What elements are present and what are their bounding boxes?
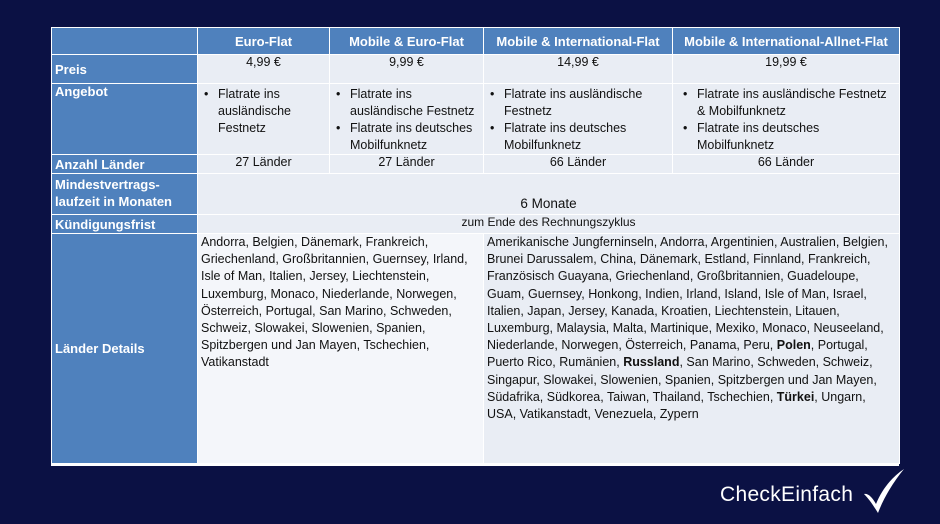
country-list-text: , Ungarn, USA, Vatikanstadt, Venezuela, Zypern (487, 389, 866, 422)
country-list-text: Amerikanische Jungferninseln, Andorra, Argentinien, Australien, Belgien, Brunei Darussalem, China, Dänemark, Estland, Finnland, Frankreich, Französisch Guayana, Griechenland, Großbritannien, Guadeloupe, Guam, Guernsey, Honkong, Indien, Irland, Island, Isle of Man, Israel, Italien, Japan, Jersey, Kanada, Kroatien, Liechtenstein, Litauen, Luxemburg, Malaysia, Malta, Martinique, Mexiko, Monaco, Neuseeland, Niederlande, Norwegen, Österreich, Panama, Peru, (487, 235, 888, 353)
country-details-euro: Andorra, Belgien, Dänemark, Frankreich, Griechenland, Großbritannien, Guernsey, Irland, Isle of Man, Italien, Jersey, Liechtenstein, Luxemburg, Monaco, Niederlande, Norwegen, Österreich, Portugal, San Marino, Schweden, Schweiz, Slowakei, Slowenien, Spanien, Spitzbergen und Jan Mayen, Tschechien, Vatikanstadt (198, 234, 484, 464)
row-anzahl-laender (52, 155, 900, 174)
offer-item: • Flatrate ins deutsches Mobilfunknetz (333, 120, 480, 154)
min-term-cell: 6 Monate (198, 174, 900, 215)
offer-item: • Flatrate ins deutsches Mobilfunknetz (487, 120, 669, 154)
offer-list (676, 86, 896, 154)
country-list-text: , Portugal, Puerto Rico, Rumänien, (487, 338, 868, 370)
price-cell: 14,99 € (484, 55, 673, 84)
country-highlight: Polen (776, 338, 811, 353)
offer-list (487, 86, 669, 154)
column-header-mobile-international-flat: Mobile & International-Flat (484, 28, 673, 55)
row-label-laender-details: Länder Details (52, 234, 198, 464)
offer-item: • Flatrate ins ausländische Festnetz (333, 86, 480, 120)
checkmark-icon (862, 467, 906, 515)
row-laender-details (52, 234, 900, 464)
offer-list (333, 86, 480, 154)
brand-name: CheckEinfach (720, 483, 854, 506)
row-label-angebot: Angebot (52, 84, 198, 155)
row-label-mindestvertragslaufzeit: Mindestvertrags-laufzeit in Monaten (52, 174, 198, 215)
offer-item: • Flatrate ins ausländische Festnetz (201, 86, 326, 137)
row-angebot (52, 84, 900, 155)
country-highlight: Russland (623, 355, 680, 370)
column-header-euro-flat: Euro-Flat (198, 28, 330, 55)
offer-cell (673, 84, 900, 155)
country-count-cell: 66 Länder (673, 155, 900, 174)
header-row (52, 28, 900, 55)
offer-cell (198, 84, 330, 155)
country-details-international (484, 234, 900, 464)
country-count-cell: 27 Länder (330, 155, 484, 174)
notice-period-cell: zum Ende des Rechnungszyklus (198, 215, 900, 234)
column-header-mobile-euro-flat: Mobile & Euro-Flat (330, 28, 484, 55)
row-label-anzahl-laender: Anzahl Länder (52, 155, 198, 174)
price-cell: 9,99 € (330, 55, 484, 84)
row-kuendigungsfrist (52, 215, 900, 234)
offer-cell (330, 84, 484, 155)
country-count-cell: 66 Länder (484, 155, 673, 174)
country-highlight: Türkei (776, 389, 815, 404)
tariff-comparison-table (51, 27, 900, 464)
row-label-preis: Preis (52, 55, 198, 84)
header-corner (52, 28, 198, 55)
offer-item: • Flatrate ins ausländische Festnetz (487, 86, 669, 120)
row-label-kuendigungsfrist: Kündigungsfrist (52, 215, 198, 234)
offer-item: • Flatrate ins deutsches Mobilfunknetz (680, 120, 896, 154)
price-cell: 4,99 € (198, 55, 330, 84)
offer-cell (484, 84, 673, 155)
row-mindestvertragslaufzeit (52, 174, 900, 215)
country-list-text: , San Marino, Schweden, Schweiz, Singapur, Slowakei, Slowenien, Spanien, Spitzbergen und Jan Mayen, Südafrika, Südkorea, Taiwan, Thailand, Tschechien, (487, 355, 877, 404)
offer-list (201, 86, 326, 137)
price-cell: 19,99 € (673, 55, 900, 84)
column-header-mobile-international-allnet-flat: Mobile & International-Allnet-Flat (673, 28, 900, 55)
offer-item: • Flatrate ins ausländische Festnetz & Mobilfunknetz (680, 86, 896, 120)
country-count-cell: 27 Länder (198, 155, 330, 174)
row-preis (52, 55, 900, 84)
